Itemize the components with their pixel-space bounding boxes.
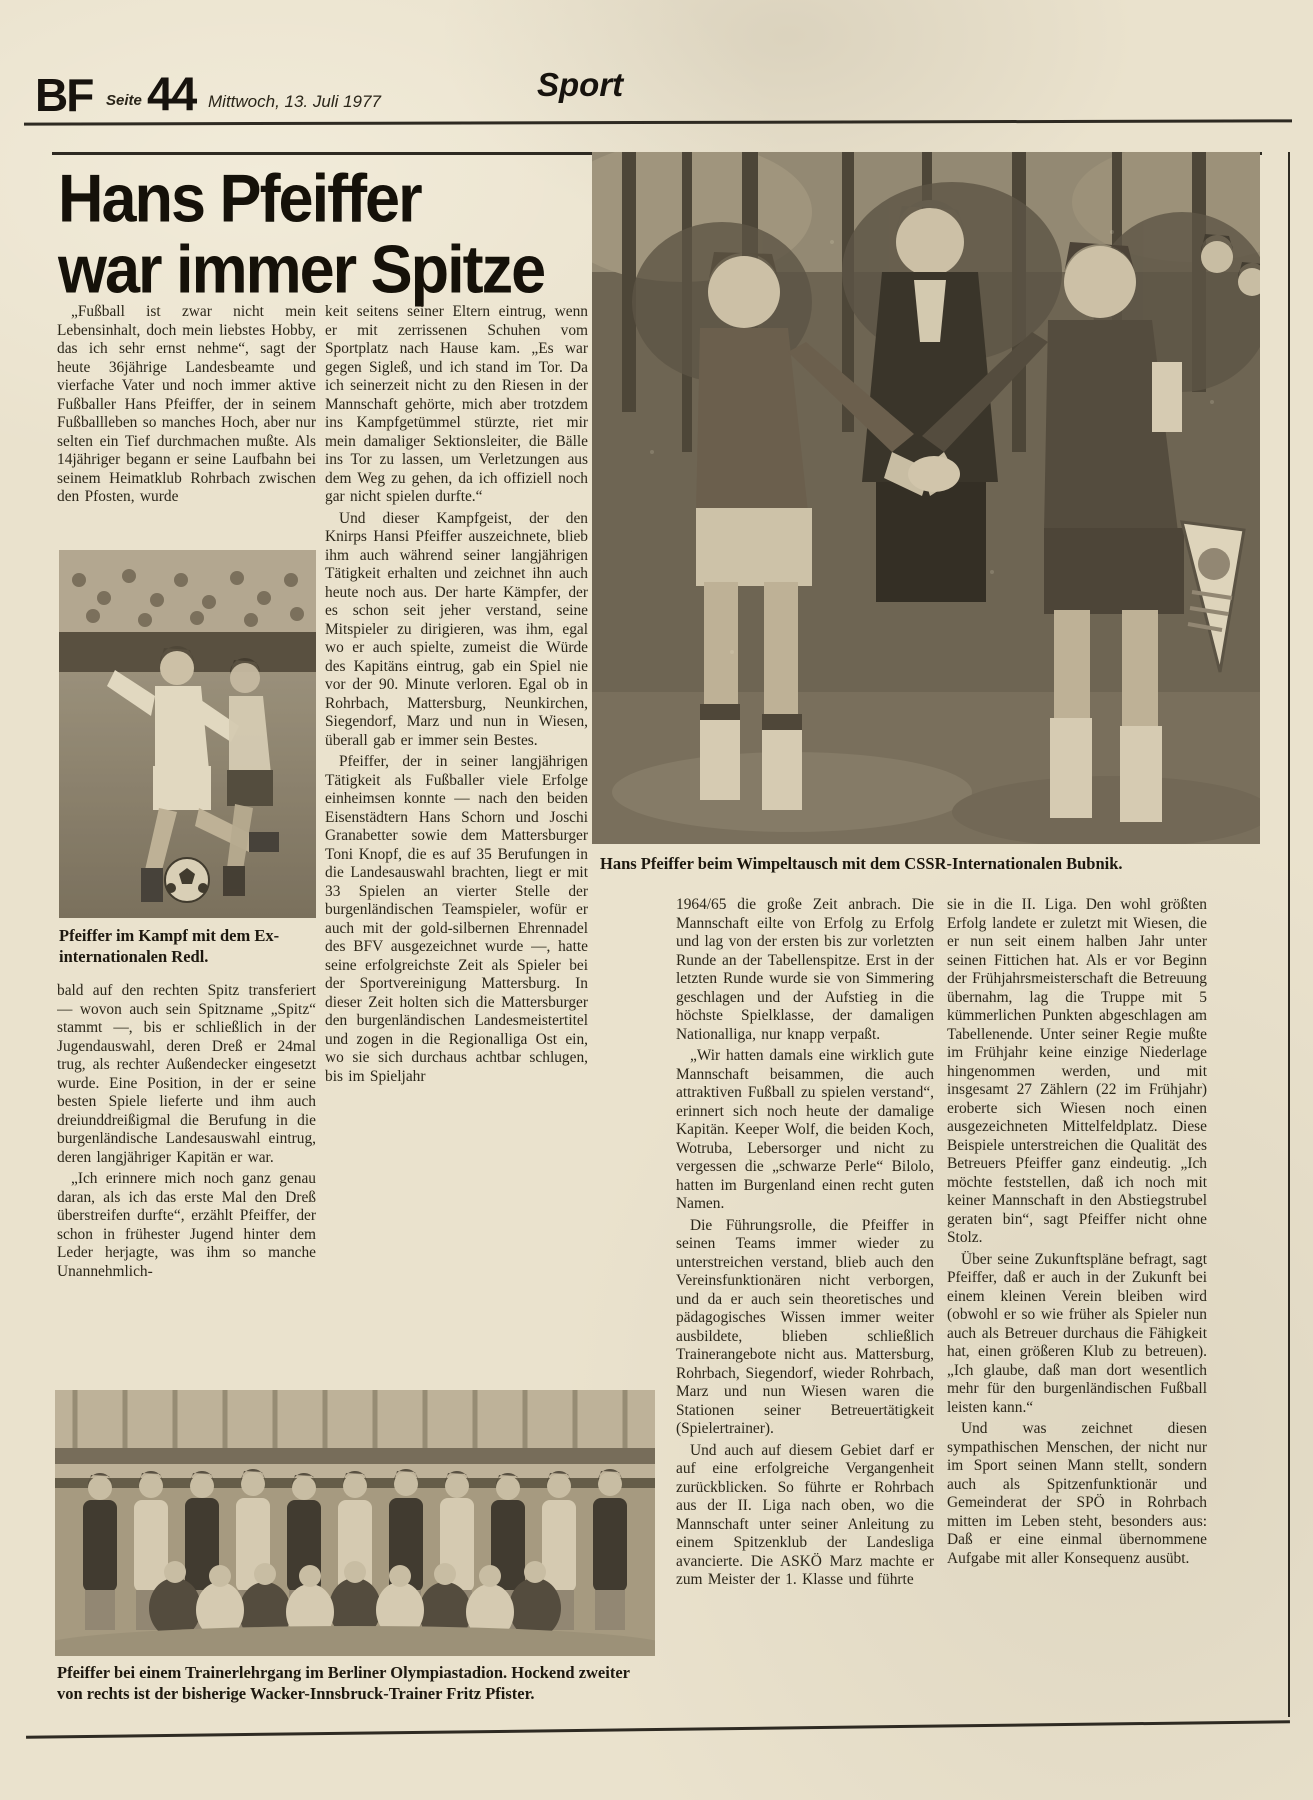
paragraph: 1964/65 die große Zeit anbrach. Die Mannschaft eilte von Erfolg zu Erfolg und lag von der ersten bis zur vorletzten Runde an der Tabellenspitze. Erst in der letzten Runde wurde sie von Simmering geschlagen und der Aufstieg in die höchste Spielklasse, der damaligen Nationalliga, nur knapp verpaßt. [676,896,934,1043]
date-line: Mittwoch, 13. Juli 1977 [208,92,381,111]
paragraph: „Fußball ist zwar nicht mein Lebensinhalt, doch mein liebstes Hobby, das ich sehr ernst nehme“, sagt der heute 36jährige Landesbeamte und vierfache Vater und noch immer aktive Fußballer Hans Pfeiffer, der in seinem Fußballleben so manches Hoch, aber nur selten ein Tief durchmachen mußte. Als 14jähriger begann er seine Laufbahn bei seinem Heimatklub Rohrbach zwischen den Pfosten, wurde [57,303,316,505]
paragraph: Pfeiffer, der in seiner langjährigen Tätigkeit als Fußballer viele Erfolge einheimsen konnte — nach den beiden Eisenstädtern Hans Schorn und Joschi Granabetter sowie dem Mattersburger Toni Knopf, die es auf 35 Berufungen in die Landesauswahl brachten, liegt er mit 33 Spielen an vierter Stelle der burgenländischen Teamspieler, wofür er auch mit der gold-silbernen Ehrennadel des BFV ausgezeichnet wurde —, hatte seine erfolgreichste Zeit als Spieler bei der Sportvereinigung Mattersburg. In dieser Zeit holten sich die Mattersburger den burgenländischen Landesmeistertitel und zogen in die Regionalliga Ost ein, wo sie sich durchaus achtbar schlugen, bis im Spieljahr [325,753,588,1085]
football [165,858,209,902]
paragraph: Und auch auf diesem Gebiet darf er auf eine erfolgreiche Vergangenheit zurückblicken. So führte er Rohrbach aus der II. Liga nach oben, wo die Mannschaft unter seiner Anleitung zu einem Spitzenklub der Landesliga avancierte. Die ASKÖ Marz machte er zum Meister der 1. Klasse und führte [676,1441,934,1588]
paragraph: „Ich erinnere mich noch ganz genau daran, als ich das erste Mal den Dreß überstreifen durfte“, erzählt Pfeiffer, der schon in frühester Jugend hinter dem Leder herjagte, was ihm so manche Unannehmlich- [57,1170,316,1280]
action-photo [59,550,316,918]
action-photo-illustration [59,550,316,918]
paragraph: Die Führungsrolle, die Pfeiffer in seinen Teams immer wieder zu unterstreichen verstand, blieb auch den Vereinsfunktionären nicht verborgen, und da er auch sein theoretisches und pädagogisches Wissen immer weiter ausbildete, blieben schließlich Trainerangebote nicht aus. Mattersburg, Rohrbach, Siegendorf, wieder Rohrbach, Marz und nun Wiesen waren die Stationen seiner Betreuertätigkeit (Spielertrainer). [676,1216,934,1437]
paragraph: Und dieser Kampfgeist, der den Knirps Hansi Pfeiffer auszeichnete, blieb ihm auch während seiner langjährigen Tätigkeit erhalten und zeichnet ihn auch heute noch aus. Der harte Kämpfer, der es schon seit jeher verstand, seine Mitspieler zu dirigieren, was ihm, egal wo er auch spielte, zumeist die Würde des Kapitäns eintrug, gab ein Spiel nie vor der 90. Minute verloren. Egal ob in Rohrbach, Mattersburg, Neunkirchen, Siegendorf, Marz und nun in Wiesen, überall gab er immer sein Bestes. [325,509,588,749]
paragraph: Und was zeichnet diesen sympathischen Menschen, der nicht nur im Sport seinen Mann stellt, sondern auch als Spitzenfunktionär und Gemeinderat der SPÖ in Rohrbach mitten im Leben steht, besonders aus: Daß er eine einmal übernommene Aufgabe mit aller Konsequenz ausübt. [947,1420,1207,1567]
column-4 [947,896,1207,1704]
column-1-lower [57,982,316,1385]
section-title: Sport [537,66,624,103]
action-photo-caption: Pfeiffer im Kampf mit dem Ex-internationalen Redl. [59,926,280,966]
team-photo-illustration [55,1390,655,1656]
headline-line-2: war immer Spitze [58,232,545,308]
article-right-rule [1288,152,1290,1717]
handshake-photo-caption: Hans Pfeiffer beim Wimpeltausch mit dem CSSR-Internationalen Bubnik. [600,854,1123,873]
column-3 [676,896,934,1704]
headline-line-1: Hans Pfeiffer [58,160,421,237]
header-rule [24,119,1292,125]
column-1-upper [57,303,316,553]
article-headline [58,160,598,308]
page-label: Seite [106,92,142,109]
paragraph: „Wir hatten damals eine wirklich gute Mannschaft beisammen, die auch attraktiven Fußball zu spielen verstand“, erinnert sich noch heute der damalige Kapitän. Keeper Wolf, die beiden Koch, Wotruba, Lebersorger und nicht zu vergessen die „schwarze Perle“ Bilolo, hatten im Burgenland einen recht guten Namen. [676,1047,934,1212]
paragraph: keit seitens seiner Eltern eintrug, wenn er mit zerrissenen Schuhen vom Sportplatz nach Hause kam. „Es war gegen Sigleß, und ich stand im Tor. Da ich seinerzeit nicht zu den Riesen in der Mannschaft gehörte, mich aber trotzdem ins Kampfgetümmel stürzte, riet mir mein damaliger Sektionsleiter, die Bälle ins Tor zu lassen, um Verletzungen aus dem Weg zu gehen, da ich offiziell noch gar nicht spielen durfte.“ [325,303,588,505]
paragraph: sie in die II. Liga. Den wohl größten Erfolg landete er zuletzt mit Wiesen, die er nun seit einem halben Jahr unter seinen Fittichen hat. Als er vor Beginn der Frühjahrsmeisterschaft die Betreuung übernahm, lag die Truppe mit 5 kümmerlichen Punkten abgeschlagen am Tabellenende. Unter seiner Regie mußte im Frühjahr keine einzige Niederlage hingenommen werden, und mit insgesamt 27 Zählern (22 im Frühjahr) eroberte sich Wiesen noch einen ausgezeichneten Mittelfeldplatz. Diese Beispiele unterstreichen die Qualität des Betreuers Pfeiffer ganz eindeutig. „Ich möchte feststellen, daß ich noch mit keiner Mannschaft in den Abstiegstrubel geraten bin“, sagt Pfeiffer nicht ohne Stolz. [947,896,1207,1246]
column-2 [325,303,588,1385]
handshake-photo [592,152,1260,844]
team-photo [55,1390,655,1656]
team-photo-caption: Pfeiffer bei einem Trainerlehrgang im Berliner Olympiastadion. Hockend zweiter von rechts ist der bisherige Wacker-Innsbruck-Trainer Fritz Pfister. [57,1663,630,1703]
paragraph: Über seine Zukunftspläne befragt, sagt Pfeiffer, daß er auch in der Zukunft bei einem kleinen Verein bleiben wird (obwohl er so wie früher als Spieler nun auch als Betreuer durchaus die Fähigkeit hat, einen größeren Klub zu betreuen). „Ich glaube, daß man dort wesentlich mehr für den burgenländischen Fußball leisten kann.“ [947,1250,1207,1416]
page-number: 44 [147,67,196,120]
paragraph: bald auf den rechten Spitz transferiert — wovon auch sein Spitzname „Spitz“ stammt —, bis er schließlich in der Jugendauswahl, deren Dreß er 24mal trug, als rechter Außendecker eingesetzt wurde. Eine Position, in der er seine besten Spiele lieferte und ihm auch dreiunddreißigmal die Berufung in die burgenländische Landesauswahl eintrug, deren langjähriger Kapitän er war. [57,982,316,1166]
masthead-logo: BF [35,69,93,121]
handshake-photo-illustration [592,152,1260,844]
